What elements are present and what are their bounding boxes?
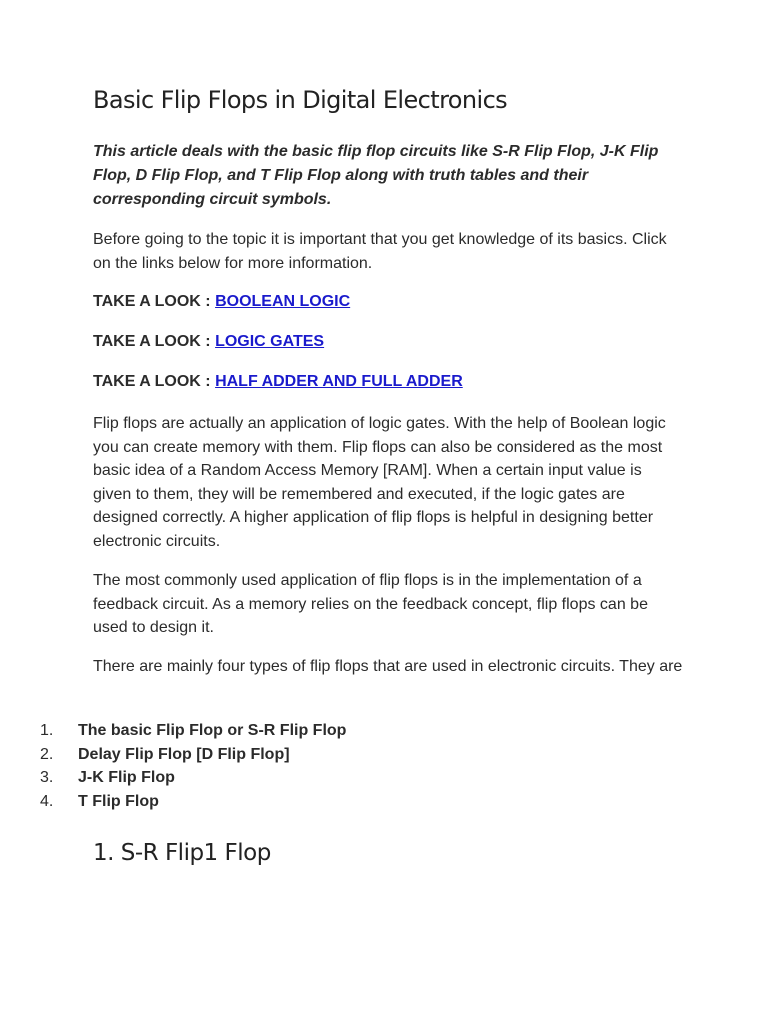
list-item-text: Delay Flip Flop [D Flip Flop] [78, 745, 290, 763]
list-item [40, 719, 346, 743]
list-item [40, 790, 346, 814]
list-item [40, 766, 346, 790]
section-heading-sr-flip-flop: 1. S-R Flip1 Flop [93, 840, 271, 866]
take-a-look-label: TAKE A LOOK : [93, 333, 216, 350]
take-a-look-label: TAKE A LOOK : [93, 293, 216, 310]
logic-gates-link[interactable]: LOGIC GATES [215, 333, 325, 350]
flip-flop-types-list [40, 719, 346, 813]
types-paragraph: There are mainly four types of flip flops that are used in electronic circuits. They are [93, 658, 683, 675]
feedback-paragraph: The most commonly used application of flip flops is in the implementation of a feedback circuit. As a memory relies on the feedback concept, flip flops can be used to design it. [93, 572, 648, 636]
half-adder-full-adder-link[interactable]: HALF ADDER AND FULL ADDER [215, 373, 463, 390]
boolean-logic-link[interactable]: BOOLEAN LOGIC [215, 293, 351, 310]
article-title: Basic Flip Flops in Digital Electronics [93, 86, 508, 114]
list-item-number: 1. [40, 722, 54, 739]
basics-paragraph: Before going to the topic it is important that you get knowledge of its basics. Click on the links below for more information. [93, 231, 667, 272]
article-intro: This article deals with the basic flip flop circuits like S-R Flip Flop, J-K Flip Flop, D Flip Flop, and T Flip Flop along with truth tables and their corresponding circuit symbols. [93, 143, 659, 208]
list-item-text: T Flip Flop [78, 792, 159, 810]
list-item-number: 2. [40, 745, 54, 763]
take-a-look-half-full-adder [93, 371, 463, 393]
list-item-text: The basic Flip Flop or S-R Flip Flop [78, 722, 347, 739]
take-a-look-boolean-logic [93, 291, 350, 313]
list-item-number: 3. [40, 769, 54, 786]
list-item-text: J-K Flip Flop [78, 769, 175, 786]
list-item-number: 4. [40, 792, 54, 810]
take-a-look-logic-gates [93, 331, 324, 353]
list-item [40, 743, 346, 767]
application-paragraph: Flip flops are actually an application of logic gates. With the help of Boolean logic you can create memory with them. Flip flops can also be considered as the most basic idea of a Random Access Memory [RAM]. When a certain input value is given to them, they will be remembered and executed, if the logic gates are designed correctly. A higher application of flip flops is helpful in designing better electronic circuits. [93, 415, 666, 550]
take-a-look-label: TAKE A LOOK : [93, 373, 216, 390]
